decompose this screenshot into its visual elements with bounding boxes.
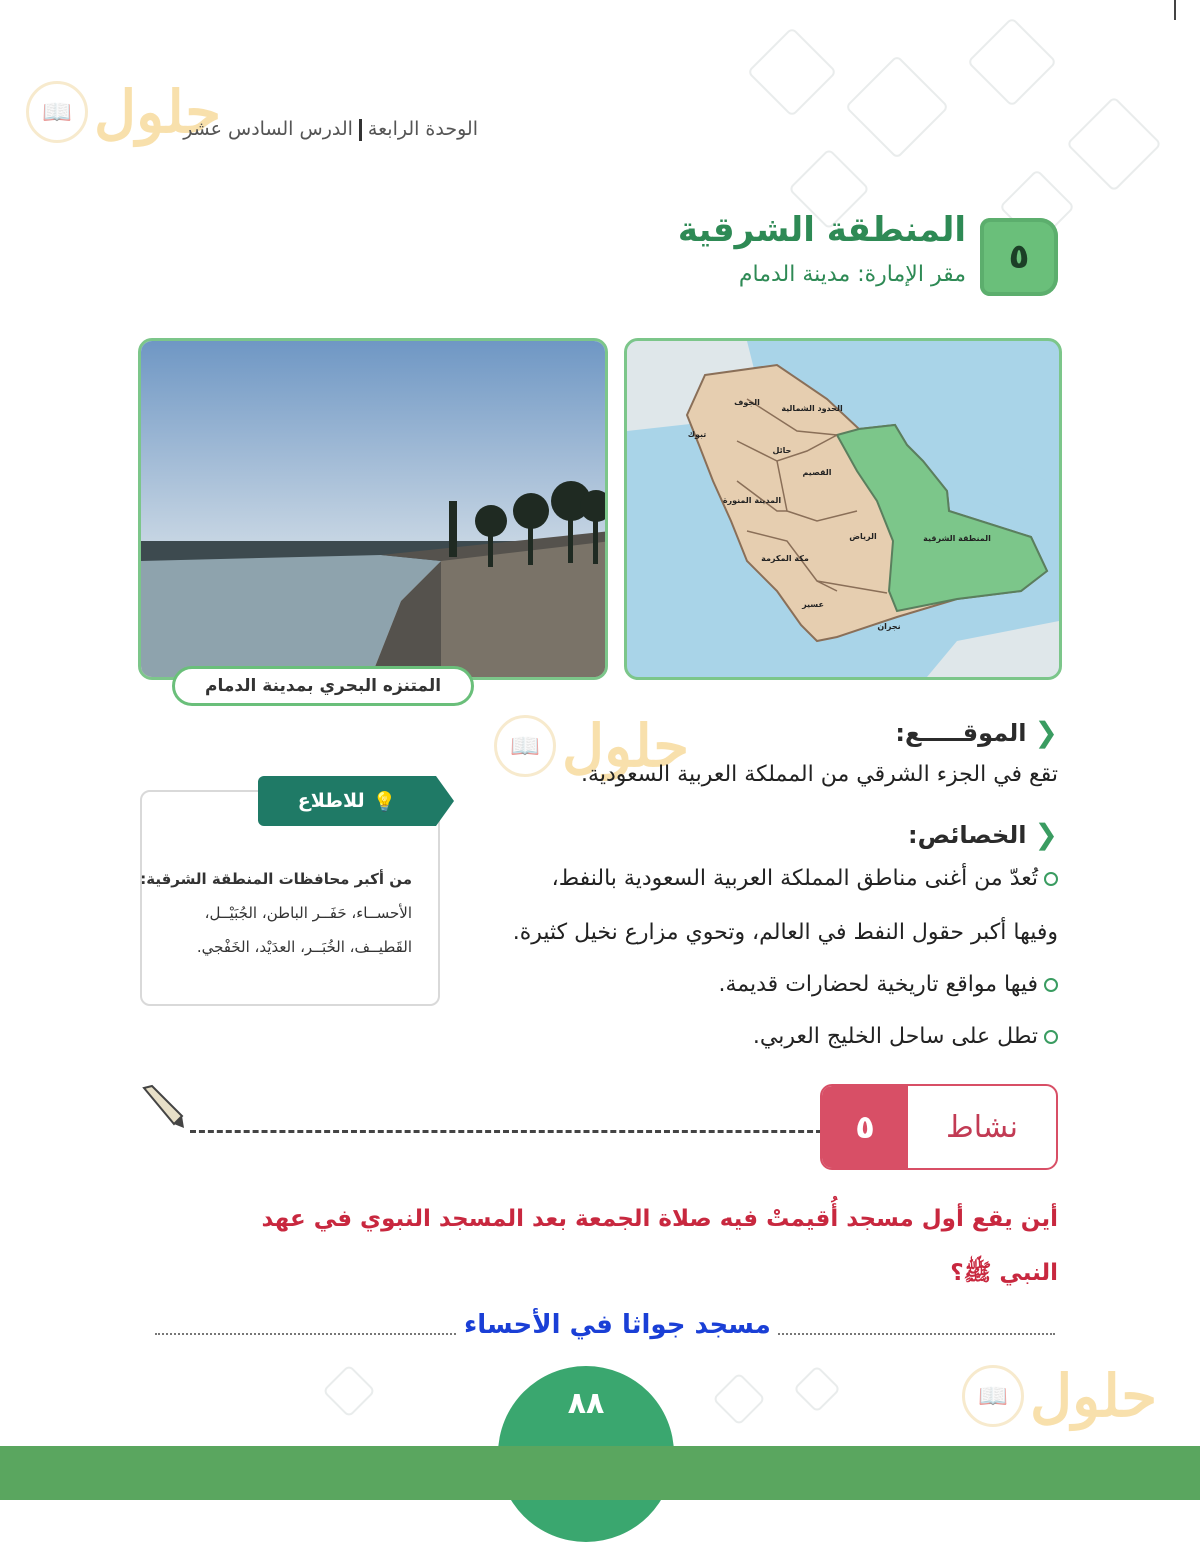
bullet-icon: [1044, 978, 1058, 992]
divider: [359, 119, 362, 141]
map-label: الرياض: [849, 532, 877, 541]
map-label: نجران: [877, 622, 901, 631]
map-label: مكة المكرمة: [761, 554, 809, 563]
section-number-badge: ٥: [980, 218, 1058, 296]
footer-bar: [0, 1446, 1200, 1500]
chevron-left-icon: ❮: [1034, 716, 1058, 749]
question-text: أين يقع أول مسجد أُقيمتْ فيه صلاة الجمعة بعد المسجد النبوي في عهد: [261, 1206, 1058, 1232]
palm-trunk: [593, 506, 598, 564]
bullet-icon: [1044, 1030, 1058, 1044]
map-label: المنطقة الشرقية: [923, 534, 991, 543]
map-label: حائل: [772, 446, 792, 455]
unit-label: الوحدة الرابعة: [367, 118, 478, 140]
watermark-logo: 📖 حلول: [962, 1362, 1157, 1430]
activity-divider: [190, 1130, 822, 1133]
info-tab: 💡 للاطلاع: [258, 776, 436, 826]
map-graphic: [627, 341, 1059, 677]
map-label: القصيم: [802, 468, 832, 477]
map-label: عسير: [802, 600, 824, 609]
map-label: الجوف: [734, 398, 760, 407]
map-arabian-sea: [927, 621, 1059, 677]
question-text-continued: النبي ﷺ؟: [950, 1260, 1058, 1286]
corniche-photo: [138, 338, 608, 680]
lightbulb-icon: 💡: [372, 790, 397, 813]
palm-trunk: [528, 511, 533, 565]
photo-graphic: [141, 341, 605, 677]
book-icon: 📖: [978, 1382, 1008, 1410]
photo-promenade: [441, 541, 605, 677]
photo-tower: [449, 501, 457, 557]
feature-item-continued: وفيها أكبر حقول النفط في العالم، وتحوي مزارع نخيل كثيرة.: [512, 920, 1058, 945]
book-icon: 📖: [510, 732, 540, 760]
page-number: ٨٨: [567, 1386, 605, 1421]
watermark-logo: 📖 حلول: [494, 712, 689, 780]
lesson-label: الدرس السادس عشر: [183, 118, 353, 140]
feature-item: تُعدّ من أغنى مناطق المملكة العربية السعودية بالنفط،: [552, 866, 1058, 891]
page-subtitle: مقر الإمارة: مدينة الدمام: [738, 262, 966, 287]
features-heading: ❮ الخصائص:: [907, 818, 1058, 851]
watermark-logo: 📖 حلول: [26, 78, 221, 146]
activity-badge: [820, 1084, 1058, 1170]
info-line: الأحســاء، حَفَــر الباطن، الجُبَيْــل،: [204, 904, 412, 922]
location-heading: ❮ الموقـــــع:: [895, 716, 1058, 749]
palm-trunk: [488, 521, 493, 567]
feature-item: فيها مواقع تاريخية لحضارات قديمة.: [719, 972, 1059, 997]
book-icon: 📖: [42, 98, 72, 126]
map-label: تبوك: [687, 430, 707, 439]
info-heading: من أكبر محافظات المنطقة الشرقية:: [140, 870, 412, 888]
palm-trunk: [568, 501, 573, 563]
activity-number: ٥: [822, 1086, 908, 1168]
photo-caption: المتنزه البحري بمدينة الدمام: [172, 666, 474, 706]
info-line: القَطيــف، الخُبَــر، العدَيْد، الخَفْجي.: [196, 938, 412, 956]
chevron-left-icon: ❮: [1034, 818, 1058, 851]
location-text: تقع في الجزء الشرقي من المملكة العربية السعودية.: [581, 762, 1058, 787]
map-label: الحدود الشمالية: [781, 404, 843, 413]
saudi-map: [624, 338, 1062, 680]
pencil-icon: [138, 1082, 186, 1134]
bullet-icon: [1044, 872, 1058, 886]
activity-label: نشاط: [946, 1109, 1018, 1145]
feature-item: تطل على ساحل الخليج العربي.: [753, 1024, 1058, 1049]
breadcrumb: [183, 118, 478, 141]
answer-text[interactable]: مسجد جواثا في الأحساء: [458, 1310, 777, 1340]
page-title: المنطقة الشرقية: [677, 210, 966, 250]
crop-mark: [1174, 0, 1176, 20]
map-label: المدينة المنورة: [722, 496, 782, 505]
